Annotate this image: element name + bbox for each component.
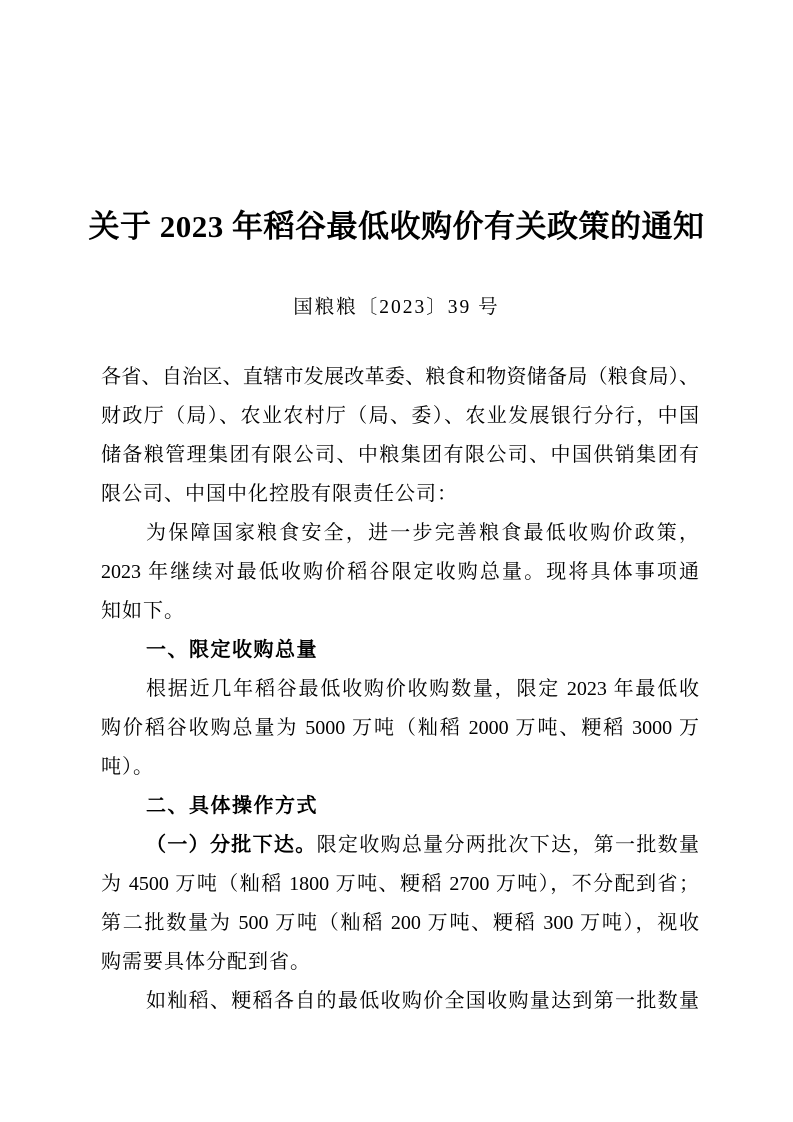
clause-1-line-3: 第二批数量为 500 万吨（籼稻 200 万吨、粳稻 300 万吨），视收 [101,912,699,934]
clause-1-lead: （一）分批下达。 [146,834,317,856]
section-1-line-1: 根据近几年稻谷最低收购价收购数量，限定 2023 年最低收 [146,678,699,700]
clause-1-line-1 [101,826,699,865]
recipients-line-4: 限公司、中国中化控股有限责任公司： [101,483,458,505]
intro-line-1: 为保障国家粮食安全，进一步完善粮食最低收购价政策， [146,522,699,544]
section-1-line-3: 吨）。 [101,756,154,778]
intro-line-3: 知如下。 [101,600,185,622]
section-1-line-2: 购价稻谷收购总量为 5000 万吨（籼稻 2000 万吨、粳稻 3000 万 [101,717,699,739]
section-1-heading: 一、限定收购总量 [146,639,318,661]
recipients-line-1: 各省、自治区、直辖市发展改革委、粮食和物资储备局（粮食局）、 [101,366,699,388]
document-body [101,358,699,1021]
clause-1-line-5: 如籼稻、粳稻各自的最低收购价全国收购量达到第一批数量 [146,990,699,1012]
section-2-heading: 二、具体操作方式 [146,795,318,817]
clause-1-line-4: 购需要具体分配到省。 [101,951,311,973]
clause-1-text: 限定收购总量分两批次下达，第一批数量 [316,834,699,856]
document-title: 关于 2023 年稻谷最低收购价有关政策的通知 [88,209,705,244]
recipients-line-3: 储备粮管理集团有限公司、中粮集团有限公司、中国供销集团有 [101,444,699,466]
clause-1-line-2: 为 4500 万吨（籼稻 1800 万吨、粳稻 2700 万吨），不分配到省； [101,873,699,895]
recipients-line-2: 财政厅（局）、农业农村厅（局、委）、农业发展银行分行，中国 [101,405,699,427]
intro-line-2: 2023 年继续对最低收购价稻谷限定收购总量。现将具体事项通 [101,561,699,583]
document-number: 国粮粮〔2023〕39 号 [293,297,500,318]
